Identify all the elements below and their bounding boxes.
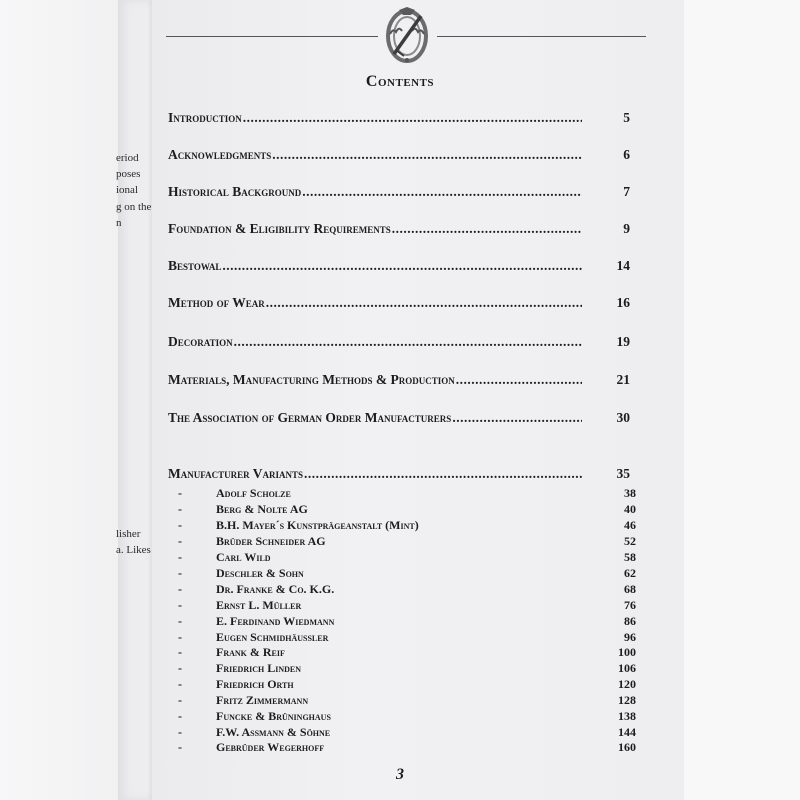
toc-subentry-label: Eugen Schmidhäussler — [216, 630, 329, 644]
subentry-dash: - — [178, 661, 182, 675]
subentry-dash: - — [178, 582, 182, 596]
toc-subentry[interactable] — [178, 566, 636, 582]
toc-entry[interactable] — [168, 221, 630, 241]
toc-entry-label: Bestowal — [168, 258, 222, 273]
toc-entry-label: Method of Wear — [168, 295, 265, 310]
toc-entry-label: Foundation & Eligibility Requirements — [168, 221, 391, 236]
toc-subentry-page: 58 — [624, 550, 636, 564]
dot-leader — [452, 410, 582, 426]
subentry-dash: - — [178, 486, 182, 500]
dot-leader — [266, 295, 582, 311]
toc-subentry-page: 76 — [624, 598, 636, 612]
prev-page-text: g on the — [116, 201, 152, 213]
toc-subentry[interactable] — [178, 645, 636, 661]
toc-entry[interactable] — [168, 466, 630, 486]
toc-subentry[interactable] — [178, 630, 636, 646]
toc-subentry-page: 52 — [624, 534, 636, 548]
toc-subentry-label: Berg & Nolte AG — [216, 502, 308, 516]
toc-subentry[interactable] — [178, 661, 636, 677]
toc-subentry[interactable] — [178, 709, 636, 725]
toc-subentry-page: 160 — [618, 740, 636, 754]
toc-subentry[interactable] — [178, 677, 636, 693]
toc-subentry[interactable] — [178, 725, 636, 741]
toc-subentry-label: Friedrich Orth — [216, 677, 294, 691]
subentry-dash: - — [178, 614, 182, 628]
toc-subentry[interactable] — [178, 502, 636, 518]
dot-leader — [243, 110, 582, 126]
toc-subentry-page: 138 — [618, 709, 636, 723]
toc-subentry-page: 100 — [618, 645, 636, 659]
toc-entry-page: 19 — [616, 334, 630, 349]
prev-page-text: eriod — [116, 152, 139, 164]
prev-page-text: a. Likes — [116, 544, 151, 556]
toc-subentry[interactable] — [178, 486, 636, 502]
toc-entry-label: Manufacturer Variants — [168, 466, 303, 481]
toc-subentry-label: E. Ferdinand Wiedmann — [216, 614, 335, 628]
subentry-dash: - — [178, 598, 182, 612]
toc-entry-label: Decoration — [168, 334, 233, 349]
toc-subentry-page: 144 — [618, 725, 636, 739]
dot-leader — [456, 372, 582, 388]
toc-subentry[interactable] — [178, 534, 636, 550]
subentry-dash: - — [178, 534, 182, 548]
background-right — [684, 0, 800, 800]
subentry-dash: - — [178, 550, 182, 564]
toc-subentry-label: Ernst L. Müller — [216, 598, 302, 612]
dot-leader — [272, 147, 582, 163]
subentry-dash: - — [178, 693, 182, 707]
toc-entry[interactable] — [168, 147, 630, 167]
infantry-badge-emblem-icon — [384, 6, 430, 64]
toc-entry-page: 16 — [616, 295, 630, 310]
toc-subentry-page: 96 — [624, 630, 636, 644]
toc-entry[interactable] — [168, 110, 630, 130]
toc-entry-page: 35 — [616, 466, 630, 481]
toc-subentry-page: 46 — [624, 518, 636, 532]
prev-page-text: n — [116, 217, 122, 229]
toc-subentry-label: Frank & Reif — [216, 645, 285, 659]
toc-entry-label: Introduction — [168, 110, 242, 125]
prev-page-text: ional — [116, 184, 138, 196]
toc-entry-page: 30 — [616, 410, 630, 425]
toc-subentry-page: 38 — [624, 486, 636, 500]
toc-subentry-page: 120 — [618, 677, 636, 691]
toc-subentry-label: Funcke & Brüninghaus — [216, 709, 331, 723]
subentry-dash: - — [178, 645, 182, 659]
toc-entry-page: 14 — [616, 258, 630, 273]
toc-entry-page: 6 — [623, 147, 630, 162]
toc-subentry-label: Dr. Franke & Co. K.G. — [216, 582, 335, 596]
dot-leader — [304, 466, 582, 482]
header-rule-right — [437, 36, 646, 37]
toc-subentry-page: 86 — [624, 614, 636, 628]
toc-subentry-label: Brüder Schneider AG — [216, 534, 326, 548]
toc-subentry-page: 40 — [624, 502, 636, 516]
subentry-dash: - — [178, 630, 182, 644]
toc-entry-label: Acknowledgments — [168, 147, 272, 162]
toc-entry[interactable] — [168, 295, 630, 315]
toc-subentry[interactable] — [178, 598, 636, 614]
prev-page-text: lisher — [116, 528, 141, 540]
toc-subentry-page: 68 — [624, 582, 636, 596]
toc-subentry-page: 62 — [624, 566, 636, 580]
subentry-dash: - — [178, 677, 182, 691]
toc-entry-page: 5 — [623, 110, 630, 125]
toc-subentry-label: Friedrich Linden — [216, 661, 302, 675]
toc-entry-label: Materials, Manufacturing Methods & Production — [168, 372, 455, 387]
toc-entry[interactable] — [168, 184, 630, 204]
contents-title: Contents — [365, 73, 435, 90]
subentry-dash: - — [178, 725, 182, 739]
dot-leader — [222, 258, 582, 274]
toc-entry[interactable] — [168, 372, 630, 392]
toc-entry[interactable] — [168, 410, 630, 430]
toc-subentry-label: Gebrüder Wegerhoff — [216, 740, 325, 754]
dot-leader — [302, 184, 582, 200]
toc-subentry[interactable] — [178, 582, 636, 598]
toc-subentry[interactable] — [178, 740, 636, 756]
subentry-dash: - — [178, 502, 182, 516]
header-rule-left — [166, 36, 378, 37]
toc-subentry-label: Carl Wild — [216, 550, 271, 564]
subentry-dash: - — [178, 709, 182, 723]
toc-subentry-label: B.H. Mayer´s Kunstprägeanstalt (Mint) — [216, 518, 419, 532]
toc-entry-page: 9 — [623, 221, 630, 236]
toc-entry-page: 21 — [616, 372, 630, 387]
toc-entry-label: Historical Background — [168, 184, 302, 199]
subentry-dash: - — [178, 740, 182, 754]
dot-leader — [234, 334, 582, 350]
toc-subentry[interactable] — [178, 518, 636, 534]
background-left — [0, 0, 118, 800]
toc-subentry-label: F.W. Assmann & Söhne — [216, 725, 331, 739]
prev-page-text: poses — [116, 168, 141, 180]
page-number: 3 — [396, 766, 404, 783]
toc-subentry-label: Fritz Zimmermann — [216, 693, 309, 707]
toc-subentry[interactable] — [178, 693, 636, 709]
toc-entry-page: 7 — [623, 184, 630, 199]
toc-entry[interactable] — [168, 334, 630, 354]
toc-subentry-page: 106 — [618, 661, 636, 675]
toc-subentry-label: Deschler & Sohn — [216, 566, 304, 580]
toc-subentry[interactable] — [178, 614, 636, 630]
subentry-dash: - — [178, 566, 182, 580]
toc-subentry-page: 128 — [618, 693, 636, 707]
toc-entry-label: The Association of German Order Manufacturers — [168, 410, 452, 425]
dot-leader — [392, 221, 582, 237]
toc-subentry-label: Adolf Scholze — [216, 486, 291, 500]
toc-subentry[interactable] — [178, 550, 636, 566]
subentry-dash: - — [178, 518, 182, 532]
toc-entry[interactable] — [168, 258, 630, 278]
